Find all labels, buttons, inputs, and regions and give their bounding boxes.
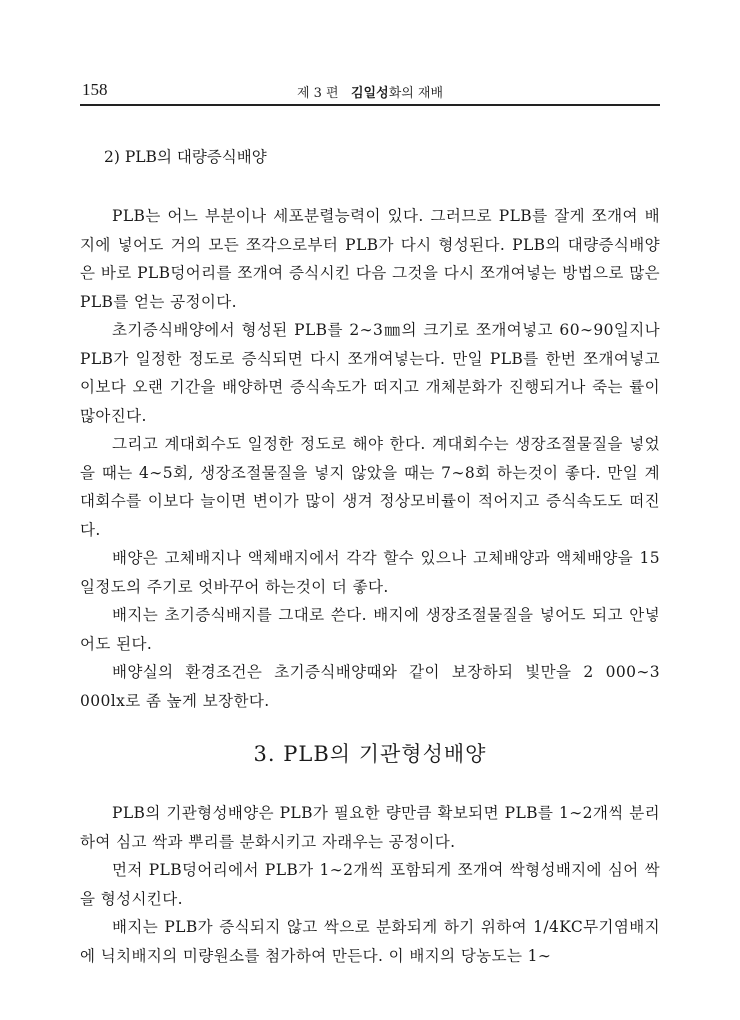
running-head [80, 82, 660, 101]
paragraph: 배양은 고체배지나 액체배지에서 각각 할수 있으나 고체배양과 액체배양을 15일정도의 주기로 엇바꾸어 하는것이 더 좋다. [80, 549, 660, 596]
paragraph: PLB는 어느 부분이나 세포분렬능력이 있다. 그러므로 PLB를 잘게 쪼개여 배지에 넣어도 거의 모든 쪼각으로부터 PLB가 다시 형성된다. PLB의 대량증식배양은 바로 PLB덩어리를 쪼개여 증식시킨 다음 그것을 다시 쪼개여넣는 방법으로 많은 PLB를 얻는 공정이다. [80, 207, 660, 311]
paragraph: 먼저 PLB덩어리에서 PLB가 1∼2개씩 포함되게 쪼개여 싹형성배지에 심어 싹을 형성시킨다. [80, 861, 660, 908]
paragraph: 배지는 PLB가 증식되지 않고 싹으로 분화되게 하기 위하여 1/4KC무기염배지에 닉치배지의 미량원소를 첨가하여 만든다. 이 배지의 당농도는 1∼ [80, 918, 660, 965]
part-label: 제 3 편 [296, 86, 339, 101]
page-number: 158 [82, 80, 108, 99]
flower-name: 김일성 [351, 86, 389, 101]
paragraph: 초기증식배양에서 형성된 PLB를 2∼3㎜의 크기로 쪼개여넣고 60∼90일지나 PLB가 일정한 정도로 증식되면 다시 쪼개여넣는다. 만일 PLB를 한번 쪼개여넣고 이보다 오랜 기간을 배양하면 증식속도가 떠지고 개체분화가 진행되거나 죽는 률이 많아진다. [80, 321, 660, 425]
paragraph: 배지는 초기증식배지를 그대로 쓴다. 배지에 생장조절물질을 넣어도 되고 안넣어도 된다. [80, 606, 660, 653]
paragraph: PLB의 기관형성배양은 PLB가 필요한 량만큼 확보되면 PLB를 1∼2개씩 분리하여 심고 싹과 뿌리를 분화시키고 자래우는 공정이다. [80, 804, 660, 851]
page-header [80, 76, 660, 104]
header-rule [80, 104, 660, 106]
section-heading: 3. PLB의 기관형성배양 [253, 742, 487, 766]
paragraph: 배양실의 환경조건은 초기증식배양때와 같이 보장하되 빛만을 2 000∼3 000lx로 좀 높게 보장한다. [80, 663, 660, 710]
page-body [80, 143, 660, 970]
paragraph: 그리고 계대회수도 일정한 정도로 해야 한다. 계대회수는 생장조절물질을 넣었을 때는 4∼5회, 생장조절물질을 넣지 않았을 때는 7∼8회 하는것이 좋다. 만일 계대회수를 이보다 늘이면 변이가 많이 생겨 정상모비률이 적어지고 증식속도도 떠진다. [80, 435, 660, 539]
subsection-heading: 2) PLB의 대량증식배양 [104, 148, 267, 166]
running-title: 화의 재배 [388, 86, 444, 101]
